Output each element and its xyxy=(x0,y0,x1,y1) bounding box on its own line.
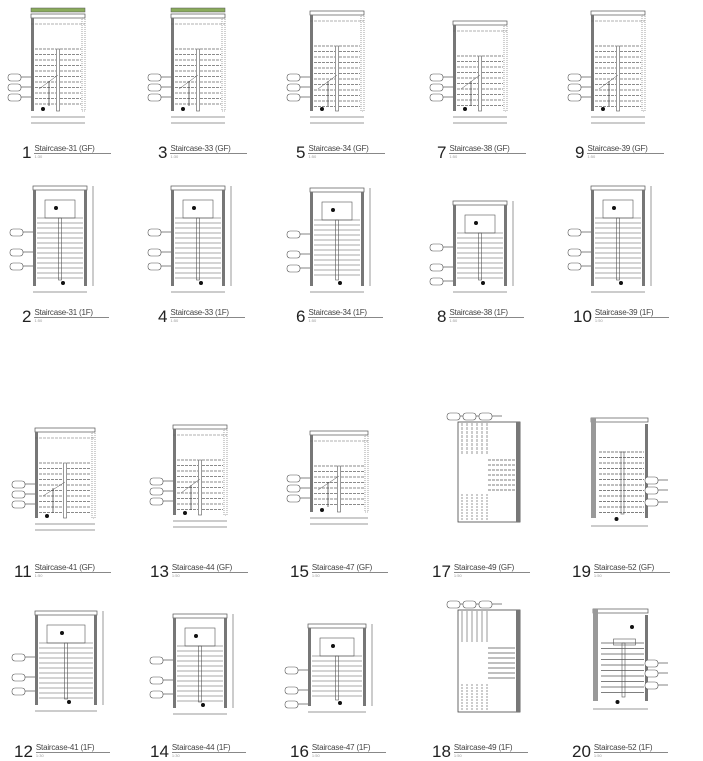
view-name: Staircase-39 (GF) xyxy=(587,144,663,154)
staircase-1f-drawing xyxy=(170,608,230,720)
view-title[interactable] xyxy=(437,144,526,161)
view-number: 9 xyxy=(575,143,585,162)
staircase-49-1f-drawing xyxy=(455,600,523,720)
view-scale: 1:50 xyxy=(34,573,43,578)
view-scale: 1:50 xyxy=(453,573,462,578)
view-scale: 1:50 xyxy=(311,753,320,758)
plan-staircase-41-gf xyxy=(32,425,98,540)
staircase-49-gf-drawing xyxy=(455,412,523,530)
plan-staircase-52-gf xyxy=(588,414,658,536)
plan-staircase-41-1f xyxy=(32,605,100,717)
view-number: 14 xyxy=(150,742,169,761)
plan-staircase-34-1f xyxy=(307,182,367,298)
view-name: Staircase-41 (GF) xyxy=(35,563,111,573)
view-scale: 1:30 xyxy=(35,753,44,758)
view-title[interactable] xyxy=(290,743,386,760)
plan-staircase-38-gf xyxy=(450,18,510,133)
view-title[interactable] xyxy=(290,563,388,580)
plan-staircase-47-1f xyxy=(305,618,369,718)
view-number: 11 xyxy=(14,562,32,581)
view-title[interactable] xyxy=(14,563,111,580)
staircase-gf-drawing xyxy=(307,428,371,534)
view-scale: 1:30 xyxy=(170,154,179,159)
view-title[interactable] xyxy=(158,144,247,161)
view-name: Staircase-44 (GF) xyxy=(172,563,248,573)
view-name: Staircase-38 (GF) xyxy=(449,144,525,154)
staircase-1f-drawing xyxy=(32,605,100,717)
view-scale: 1:50 xyxy=(308,318,317,323)
view-scale: 1:50 xyxy=(34,318,43,323)
view-number: 15 xyxy=(290,562,309,581)
view-title[interactable] xyxy=(22,144,111,161)
view-title[interactable] xyxy=(296,144,385,161)
view-title[interactable] xyxy=(296,308,383,325)
view-scale: 1:50 xyxy=(593,753,602,758)
view-title[interactable] xyxy=(432,743,528,760)
view-number: 16 xyxy=(290,742,309,761)
view-name: Staircase-52 (1F) xyxy=(594,743,668,753)
view-name: Staircase-47 (GF) xyxy=(312,563,388,573)
view-name: Staircase-33 (GF) xyxy=(170,144,246,154)
view-scale: 1:50 xyxy=(308,154,317,159)
view-number: 19 xyxy=(572,562,591,581)
view-scale: 1:30 xyxy=(171,753,180,758)
view-title[interactable] xyxy=(432,563,530,580)
view-number: 17 xyxy=(432,562,451,581)
plan-staircase-49-gf xyxy=(455,412,523,530)
staircase-gf-drawing xyxy=(168,8,228,133)
view-title[interactable] xyxy=(572,563,670,580)
view-title[interactable] xyxy=(22,308,109,325)
view-title[interactable] xyxy=(437,308,524,325)
view-scale: 1:50 xyxy=(587,154,596,159)
view-title[interactable] xyxy=(150,743,246,760)
view-scale: 1:50 xyxy=(449,318,458,323)
plan-staircase-52-1f xyxy=(590,605,658,719)
staircase-1f-drawing xyxy=(307,182,367,298)
view-name: Staircase-44 (1F) xyxy=(172,743,246,753)
view-name: Staircase-31 (1F) xyxy=(34,308,108,318)
staircase-gf-drawing xyxy=(588,8,648,133)
view-number: 2 xyxy=(22,307,32,326)
view-name: Staircase-33 (1F) xyxy=(170,308,244,318)
staircase-gf-drawing xyxy=(32,425,98,540)
plan-staircase-38-1f xyxy=(450,195,510,298)
view-name: Staircase-49 (GF) xyxy=(454,563,530,573)
view-number: 13 xyxy=(150,562,169,581)
plan-staircase-39-gf xyxy=(588,8,648,133)
view-name: Staircase-47 (1F) xyxy=(312,743,386,753)
plan-staircase-44-gf xyxy=(170,422,230,537)
view-scale: 1:50 xyxy=(449,154,458,159)
plan-staircase-33-1f xyxy=(168,180,228,298)
plan-staircase-44-1f xyxy=(170,608,230,720)
view-name: Staircase-34 (GF) xyxy=(308,144,384,154)
view-scale: 1:50 xyxy=(170,318,179,323)
view-name: Staircase-39 (1F) xyxy=(595,308,669,318)
view-number: 10 xyxy=(573,307,592,326)
view-title[interactable] xyxy=(150,563,248,580)
view-name: Staircase-41 (1F) xyxy=(36,743,110,753)
view-number: 18 xyxy=(432,742,451,761)
plan-staircase-31-1f xyxy=(30,180,90,298)
view-number: 8 xyxy=(437,307,447,326)
view-number: 1 xyxy=(22,143,32,162)
view-name: Staircase-38 (1F) xyxy=(449,308,523,318)
view-number: 20 xyxy=(572,742,591,761)
staircase-gf-drawing xyxy=(450,18,510,133)
view-name: Staircase-34 (1F) xyxy=(308,308,382,318)
view-number: 5 xyxy=(296,143,306,162)
staircase-1f-drawing xyxy=(305,618,369,718)
view-number: 4 xyxy=(158,307,168,326)
plan-staircase-39-1f xyxy=(588,180,648,298)
staircase-1f-drawing xyxy=(30,180,90,298)
view-title[interactable] xyxy=(14,743,110,760)
view-title[interactable] xyxy=(158,308,245,325)
staircase-52-1f-drawing xyxy=(590,605,658,719)
staircase-1f-drawing xyxy=(588,180,648,298)
view-number: 7 xyxy=(437,143,447,162)
view-scale: 1:30 xyxy=(34,154,43,159)
staircase-1f-drawing xyxy=(168,180,228,298)
staircase-gf-drawing xyxy=(170,422,230,537)
view-name: Staircase-31 (GF) xyxy=(34,144,110,154)
staircase-1f-drawing xyxy=(450,195,510,298)
plan-staircase-49-1f xyxy=(455,600,523,720)
staircase-52-gf-drawing xyxy=(588,414,658,536)
view-number: 12 xyxy=(14,742,33,761)
view-name: Staircase-49 (1F) xyxy=(454,743,528,753)
plan-staircase-34-gf xyxy=(307,8,367,133)
view-scale: 1:50 xyxy=(171,573,180,578)
view-name: Staircase-52 (GF) xyxy=(594,563,670,573)
view-scale: 1:50 xyxy=(594,318,603,323)
view-title[interactable] xyxy=(572,743,668,760)
view-scale: 1:50 xyxy=(311,573,320,578)
plan-staircase-31-gf xyxy=(28,8,88,133)
plan-staircase-33-gf xyxy=(168,8,228,133)
view-title[interactable] xyxy=(573,308,669,325)
view-title[interactable] xyxy=(575,144,664,161)
view-number: 6 xyxy=(296,307,306,326)
view-number: 3 xyxy=(158,143,168,162)
view-scale: 1:50 xyxy=(453,753,462,758)
plan-staircase-47-gf xyxy=(307,428,371,534)
view-scale: 1:50 xyxy=(593,573,602,578)
staircase-gf-drawing xyxy=(307,8,367,133)
staircase-gf-drawing xyxy=(28,8,88,133)
